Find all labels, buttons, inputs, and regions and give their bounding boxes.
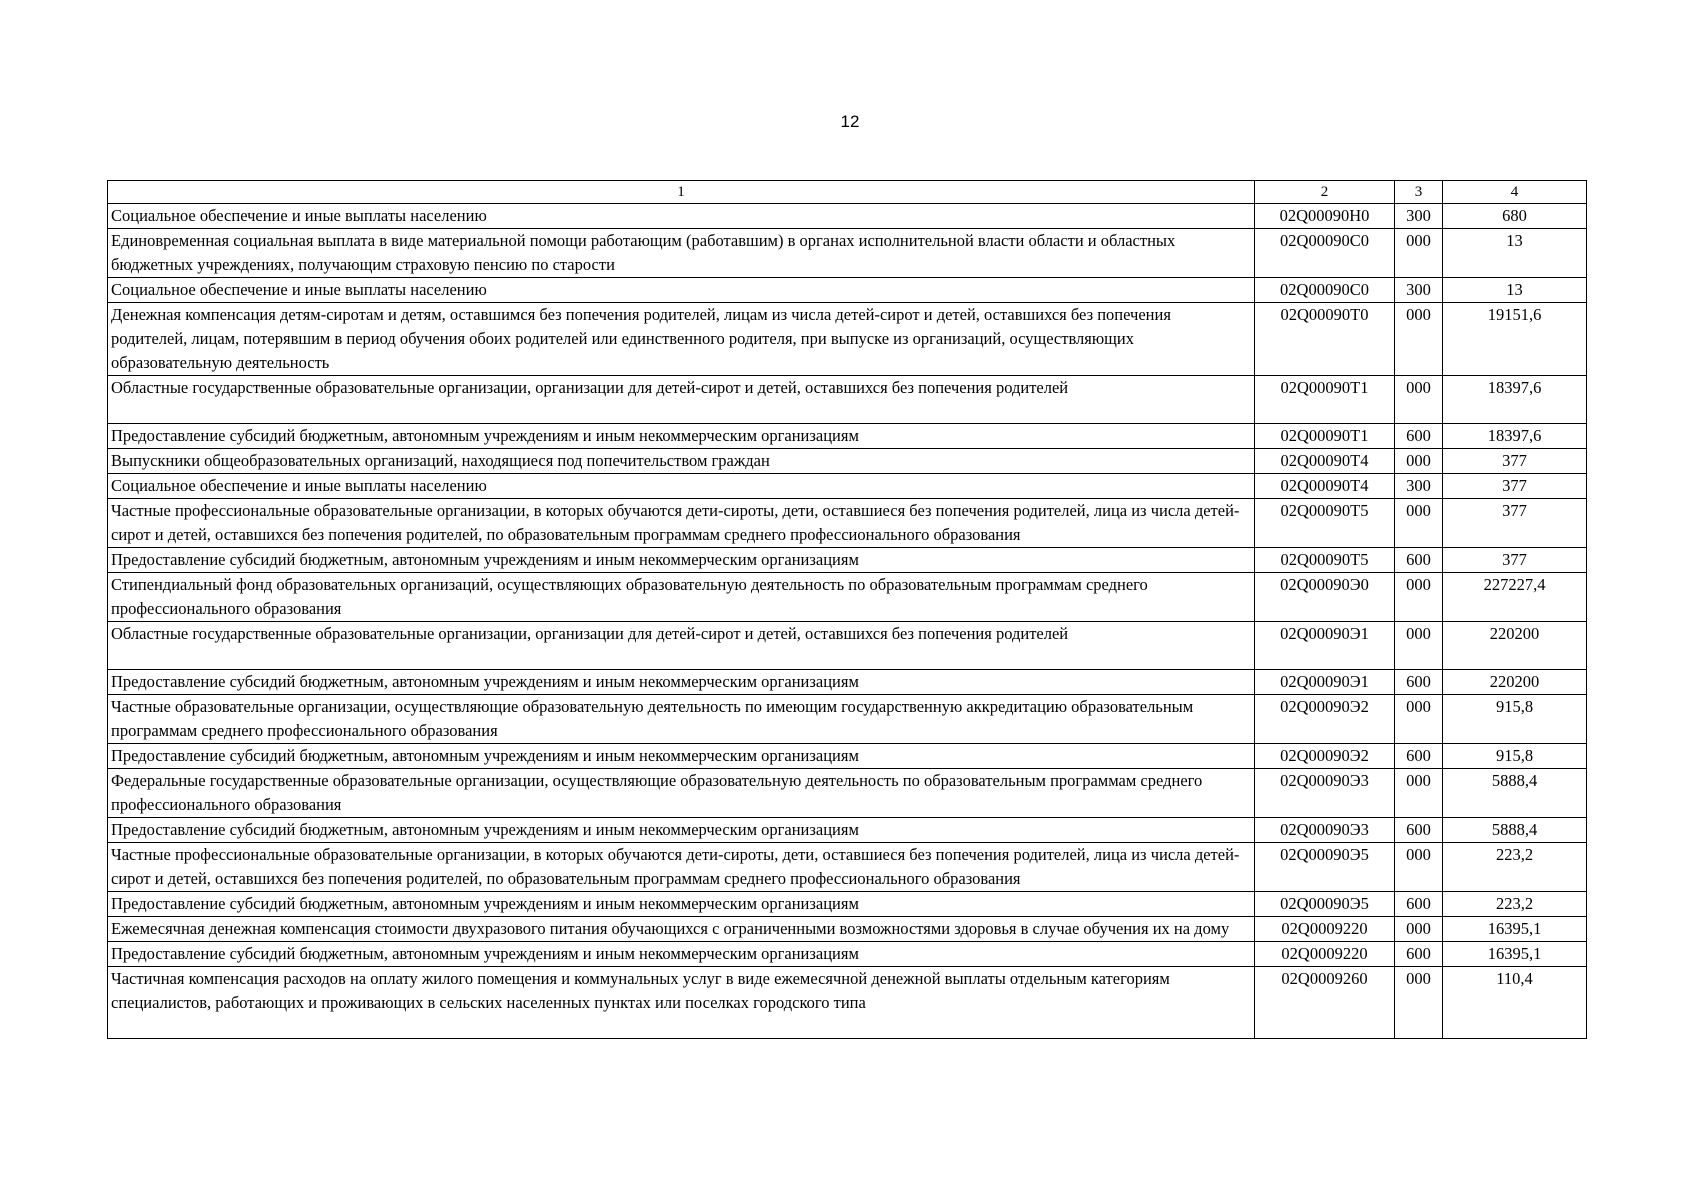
row-expense-type: 000 bbox=[1395, 499, 1443, 548]
column-header-3: 3 bbox=[1395, 181, 1443, 204]
row-amount: 5888,4 bbox=[1443, 818, 1587, 843]
row-code: 02Q00090Э3 bbox=[1255, 818, 1395, 843]
row-description: Частные образовательные организации, осуществляющие образовательную деятельность по имеющим государственную аккредитацию образовательным программам среднего профессионального образования bbox=[108, 695, 1255, 744]
row-description: Частные профессиональные образовательные организации, в которых обучаются дети-сироты, дети, оставшиеся без попечения родителей, лица из числа детей-сирот и детей, оставшихся без попечения родителей, по образовательным программам среднего профессионального образования bbox=[108, 843, 1255, 892]
table-row bbox=[108, 548, 1587, 573]
row-expense-type: 600 bbox=[1395, 548, 1443, 573]
table-row bbox=[108, 967, 1587, 1039]
table-row bbox=[108, 769, 1587, 818]
table-body bbox=[108, 204, 1587, 1039]
row-code: 02Q00090Э2 bbox=[1255, 695, 1395, 744]
row-code: 02Q00090Э2 bbox=[1255, 744, 1395, 769]
table-row bbox=[108, 622, 1587, 670]
row-amount: 110,4 bbox=[1443, 967, 1587, 1039]
row-description: Стипендиальный фонд образовательных организаций, осуществляющих образовательную деятельность по образовательным программам среднего профессионального образования bbox=[108, 573, 1255, 622]
row-amount: 915,8 bbox=[1443, 695, 1587, 744]
row-description: Федеральные государственные образовательные организации, осуществляющие образовательную деятельность по образовательным программам среднего профессионального образования bbox=[108, 769, 1255, 818]
row-expense-type: 000 bbox=[1395, 449, 1443, 474]
row-code: 02Q00090Э5 bbox=[1255, 843, 1395, 892]
row-amount: 13 bbox=[1443, 229, 1587, 278]
row-expense-type: 600 bbox=[1395, 424, 1443, 449]
row-expense-type: 600 bbox=[1395, 892, 1443, 917]
row-code: 02Q00090С0 bbox=[1255, 278, 1395, 303]
row-description: Предоставление субсидий бюджетным, автономным учреждениям и иным некоммерческим организациям bbox=[108, 942, 1255, 967]
row-code: 02Q00090Т5 bbox=[1255, 499, 1395, 548]
row-expense-type: 000 bbox=[1395, 376, 1443, 424]
row-code: 02Q00090Э3 bbox=[1255, 769, 1395, 818]
table-row bbox=[108, 942, 1587, 967]
row-amount: 915,8 bbox=[1443, 744, 1587, 769]
table-row bbox=[108, 670, 1587, 695]
row-code: 02Q00090Э1 bbox=[1255, 622, 1395, 670]
column-header-2: 2 bbox=[1255, 181, 1395, 204]
row-code: 02Q00090Т1 bbox=[1255, 424, 1395, 449]
row-expense-type: 300 bbox=[1395, 474, 1443, 499]
row-description: Единовременная социальная выплата в виде материальной помощи работающим (работавшим) в органах исполнительной власти области и областных бюджетных учреждениях, получающим страховую пенсию по старости bbox=[108, 229, 1255, 278]
row-code: 02Q00090Э0 bbox=[1255, 573, 1395, 622]
row-expense-type: 300 bbox=[1395, 278, 1443, 303]
row-expense-type: 000 bbox=[1395, 917, 1443, 942]
row-description: Частные профессиональные образовательные организации, в которых обучаются дети-сироты, дети, оставшиеся без попечения родителей, лица из числа детей-сирот и детей, оставшихся без попечения родителей, по образовательным программам среднего профессионального образования bbox=[108, 499, 1255, 548]
row-amount: 680 bbox=[1443, 204, 1587, 229]
row-expense-type: 600 bbox=[1395, 670, 1443, 695]
row-code: 02Q00090Т0 bbox=[1255, 303, 1395, 376]
row-code: 02Q0009220 bbox=[1255, 917, 1395, 942]
row-code: 02Q00090С0 bbox=[1255, 229, 1395, 278]
table-row bbox=[108, 917, 1587, 942]
row-amount: 16395,1 bbox=[1443, 917, 1587, 942]
row-expense-type: 000 bbox=[1395, 573, 1443, 622]
table-row bbox=[108, 695, 1587, 744]
row-amount: 19151,6 bbox=[1443, 303, 1587, 376]
row-amount: 13 bbox=[1443, 278, 1587, 303]
row-amount: 227227,4 bbox=[1443, 573, 1587, 622]
row-description: Предоставление субсидий бюджетным, автономным учреждениям и иным некоммерческим организациям bbox=[108, 892, 1255, 917]
row-expense-type: 000 bbox=[1395, 967, 1443, 1039]
row-expense-type: 600 bbox=[1395, 942, 1443, 967]
row-description: Ежемесячная денежная компенсация стоимости двухразового питания обучающихся с ограниченными возможностями здоровья в случае обучения их на дому bbox=[108, 917, 1255, 942]
table-row bbox=[108, 303, 1587, 376]
row-amount: 16395,1 bbox=[1443, 942, 1587, 967]
table-row bbox=[108, 818, 1587, 843]
row-amount: 377 bbox=[1443, 474, 1587, 499]
row-expense-type: 600 bbox=[1395, 744, 1443, 769]
row-amount: 377 bbox=[1443, 548, 1587, 573]
table-row bbox=[108, 449, 1587, 474]
row-description: Областные государственные образовательные организации, организации для детей-сирот и детей, оставшихся без попечения родителей bbox=[108, 622, 1255, 670]
row-amount: 220200 bbox=[1443, 670, 1587, 695]
row-code: 02Q00090Э1 bbox=[1255, 670, 1395, 695]
row-description: Социальное обеспечение и иные выплаты населению bbox=[108, 278, 1255, 303]
row-code: 02Q0009220 bbox=[1255, 942, 1395, 967]
column-header-1: 1 bbox=[108, 181, 1255, 204]
row-description: Частичная компенсация расходов на оплату жилого помещения и коммунальных услуг в виде ежемесячной денежной выплаты отдельным категориям специалистов, работающих и проживающих в сельских населенных пунктах или поселках городского типа bbox=[108, 967, 1255, 1039]
table-row bbox=[108, 744, 1587, 769]
row-amount: 220200 bbox=[1443, 622, 1587, 670]
row-code: 02Q00090Т4 bbox=[1255, 474, 1395, 499]
table-row bbox=[108, 474, 1587, 499]
row-description: Денежная компенсация детям-сиротам и детям, оставшимся без попечения родителей, лицам из числа детей-сирот и детей, оставшихся без попечения родителей, лицам, потерявшим в период обучения обоих родителей или единственного родителя, при выпуске из организаций, осуществляющих образовательную деятельность bbox=[108, 303, 1255, 376]
row-amount: 18397,6 bbox=[1443, 424, 1587, 449]
row-description: Социальное обеспечение и иные выплаты населению bbox=[108, 474, 1255, 499]
row-expense-type: 000 bbox=[1395, 622, 1443, 670]
table-row bbox=[108, 892, 1587, 917]
row-description: Предоставление субсидий бюджетным, автономным учреждениям и иным некоммерческим организациям bbox=[108, 670, 1255, 695]
row-description: Предоставление субсидий бюджетным, автономным учреждениям и иным некоммерческим организациям bbox=[108, 424, 1255, 449]
row-amount: 223,2 bbox=[1443, 892, 1587, 917]
row-code: 02Q00090Т1 bbox=[1255, 376, 1395, 424]
row-description: Выпускники общеобразовательных организаций, находящиеся под попечительством граждан bbox=[108, 449, 1255, 474]
row-code: 02Q00090Э5 bbox=[1255, 892, 1395, 917]
row-expense-type: 000 bbox=[1395, 769, 1443, 818]
row-expense-type: 000 bbox=[1395, 229, 1443, 278]
column-header-4: 4 bbox=[1443, 181, 1587, 204]
row-description: Областные государственные образовательные организации, организации для детей-сирот и детей, оставшихся без попечения родителей bbox=[108, 376, 1255, 424]
page-number: 12 bbox=[840, 112, 860, 131]
row-description: Предоставление субсидий бюджетным, автономным учреждениям и иным некоммерческим организациям bbox=[108, 744, 1255, 769]
table-header-row bbox=[108, 181, 1587, 204]
table-row bbox=[108, 204, 1587, 229]
row-description: Социальное обеспечение и иные выплаты населению bbox=[108, 204, 1255, 229]
row-expense-type: 000 bbox=[1395, 695, 1443, 744]
row-expense-type: 600 bbox=[1395, 818, 1443, 843]
row-amount: 18397,6 bbox=[1443, 376, 1587, 424]
row-amount: 223,2 bbox=[1443, 843, 1587, 892]
row-code: 02Q00090Т5 bbox=[1255, 548, 1395, 573]
table-row bbox=[108, 229, 1587, 278]
budget-table bbox=[107, 180, 1587, 1039]
row-code: 02Q0009260 bbox=[1255, 967, 1395, 1039]
table-row bbox=[108, 843, 1587, 892]
table-row bbox=[108, 573, 1587, 622]
row-expense-type: 000 bbox=[1395, 303, 1443, 376]
row-expense-type: 300 bbox=[1395, 204, 1443, 229]
row-code: 02Q00090Т4 bbox=[1255, 449, 1395, 474]
row-expense-type: 000 bbox=[1395, 843, 1443, 892]
table-row bbox=[108, 424, 1587, 449]
row-description: Предоставление субсидий бюджетным, автономным учреждениям и иным некоммерческим организациям bbox=[108, 818, 1255, 843]
row-amount: 377 bbox=[1443, 499, 1587, 548]
row-code: 02Q00090Н0 bbox=[1255, 204, 1395, 229]
row-description: Предоставление субсидий бюджетным, автономным учреждениям и иным некоммерческим организациям bbox=[108, 548, 1255, 573]
row-amount: 377 bbox=[1443, 449, 1587, 474]
table-row bbox=[108, 376, 1587, 424]
table-row bbox=[108, 278, 1587, 303]
row-amount: 5888,4 bbox=[1443, 769, 1587, 818]
table-row bbox=[108, 499, 1587, 548]
